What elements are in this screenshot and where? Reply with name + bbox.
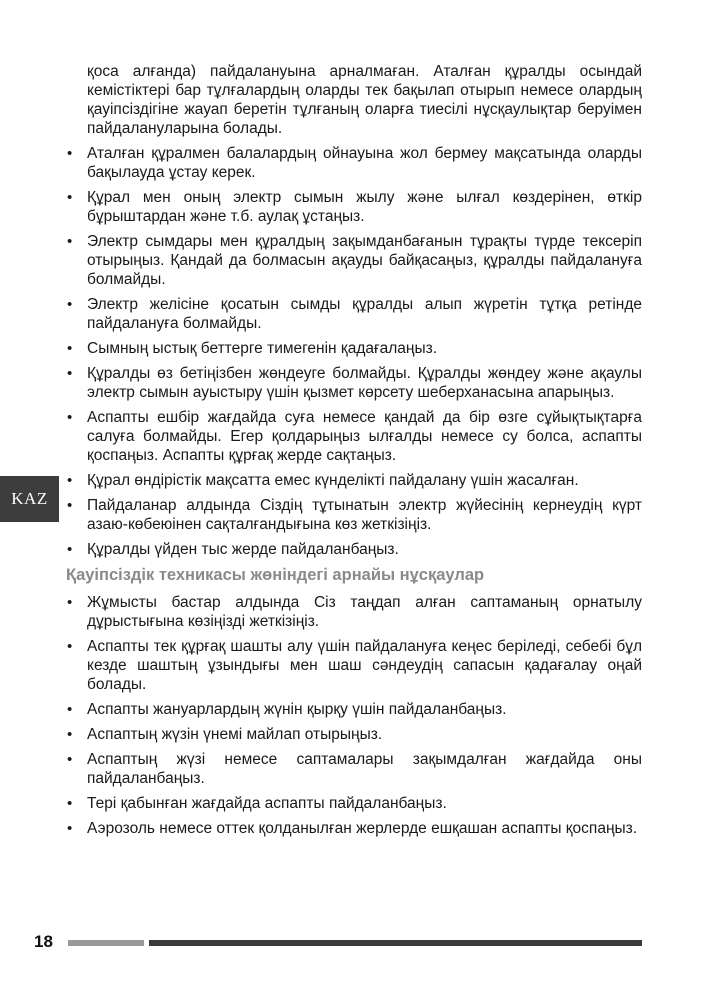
list-item-text: Құралды үйден тыс жерде пайдаланбаңыз. — [87, 541, 399, 558]
list-item-text: Құрал өндірістік мақсатта емес күнделікті пайдалану үшін жасалған. — [87, 472, 579, 489]
list-item — [66, 700, 642, 719]
list-item — [66, 750, 642, 788]
bullet-icon: • — [67, 340, 73, 357]
bullet-icon: • — [67, 233, 73, 250]
list-item-text: Аэрозоль немесе оттек қолданылған жерлерде ешқашан аспапты қоспаңыз. — [87, 820, 638, 837]
list-item — [66, 593, 642, 631]
footer-rule-short — [68, 940, 144, 946]
list-item — [66, 794, 642, 813]
bullet-icon: • — [67, 701, 73, 718]
list-item — [66, 232, 642, 289]
bullet-icon: • — [67, 541, 73, 558]
list-item-text: Аталған құралмен балалардың ойнауына жол бермеу мақсатында оларды бақылауда ұстау керек. — [87, 145, 642, 181]
list-item-text: Тері қабынған жағдайда аспапты пайдаланбаңыз. — [87, 795, 447, 812]
list-item — [66, 496, 642, 534]
bullet-icon: • — [67, 726, 73, 743]
list-item — [66, 144, 642, 182]
list-item-text: Электр сымдары мен құралдың зақымданбағанын тұрақты түрде тексеріп отырыңыз. Қандай да болмасын ақауды байқасаңыз, құралды пайдалануға болмайды. — [87, 233, 642, 288]
bullet-icon: • — [67, 638, 73, 655]
bullet-icon: • — [67, 820, 73, 837]
list-item-text: Аспаптың жүзі немесе саптамалары зақымдалған жағдайда оны пайдаланбаңыз. — [87, 751, 642, 787]
bullet-icon: • — [67, 497, 73, 514]
list-item-text: Сымның ыстық беттерге тимегенін қадағалаңыз. — [87, 340, 438, 357]
list-item-text: Құрал мен оның электр сымын жылу және ылғал көздерінен, өткір бұрыштардан және т.б. аулақ ұстаңыз. — [87, 189, 642, 225]
section-heading: Қауіпсіздік техникасы жөніндегі арнайы нұсқаулар — [66, 566, 485, 584]
list-item — [66, 637, 642, 694]
list-item-text: Электр желісіне қосатын сымды құралды алып жүретін тұтқа ретінде пайдалануға болмайды. — [87, 296, 642, 332]
intro-paragraph: қоса алғанда) пайдалануына арналмаған. Аталған құралды осындай кемістіктері бар тұлғалардың оларды тек бақылап отырып немесе олардың қауіпсіздігіне жауап беретін тұлғаның оларға тиесілі нұсқаулықтар беруімен пайдалануларына болады. — [87, 63, 642, 137]
list-item — [66, 540, 642, 559]
list-item-text: Аспапты тек құрғақ шашты алу үшін пайдалануға кеңес беріледі, себебі бұл кезде шаштың ұзындығы мен шаш сәндеудің сапасын қадағалау оңай болады. — [87, 638, 642, 693]
list-item — [66, 819, 642, 838]
list-item — [66, 725, 642, 744]
bullet-icon: • — [67, 594, 73, 611]
list-item — [66, 188, 642, 226]
page-content — [66, 62, 642, 844]
bullet-icon: • — [67, 751, 73, 768]
footer-rule-long — [149, 940, 642, 946]
bullet-icon: • — [67, 472, 73, 489]
list-item — [66, 408, 642, 465]
list-item — [66, 471, 642, 490]
list-item-text: Құралды өз бетіңізбен жөндеуге болмайды. Құралды жөндеу және ақаулы электр сымын ауыстыру үшін қызмет көрсету шеберханасына апарыңыз. — [87, 365, 642, 401]
list-item-text: Аспапты жануарлардың жүнін қырқу үшін пайдаланбаңыз. — [87, 701, 507, 718]
bullet-icon: • — [67, 365, 73, 382]
bullet-icon: • — [67, 795, 73, 812]
language-tab — [0, 476, 59, 522]
language-tab-label: KAZ — [11, 489, 48, 508]
list-item — [66, 364, 642, 402]
bullet-icon: • — [67, 409, 73, 426]
list-item — [66, 339, 642, 358]
bullet-icon: • — [67, 296, 73, 313]
list-item-text: Пайдаланар алдында Сіздің тұтынатын электр жүйесінің кернеудің күрт азаю-көбеюінен сақталғандығына көз жеткізіңіз. — [87, 497, 642, 533]
list-item-text: Аспаптың жүзін үнемі майлап отырыңыз. — [87, 726, 383, 743]
bullet-icon: • — [67, 145, 73, 162]
bullet-icon: • — [67, 189, 73, 206]
list-item-text: Аспапты ешбір жағдайда суға немесе қандай да бір өзге сұйықтықтарға салуға болмайды. Егер қолдарыңыз ылғалды немесе су болса, аспапты қоспаңыз. Аспапты құрғақ жерде сақтаңыз. — [87, 409, 642, 464]
page-number: 18 — [34, 932, 53, 951]
list-item-text: Жұмысты бастар алдында Сіз таңдап алған саптаманың орнатылу дұрыстығына көзіңізді жеткізіңіз. — [87, 594, 642, 630]
list-item — [66, 295, 642, 333]
general-safety-list — [66, 144, 642, 559]
special-safety-list — [66, 593, 642, 838]
